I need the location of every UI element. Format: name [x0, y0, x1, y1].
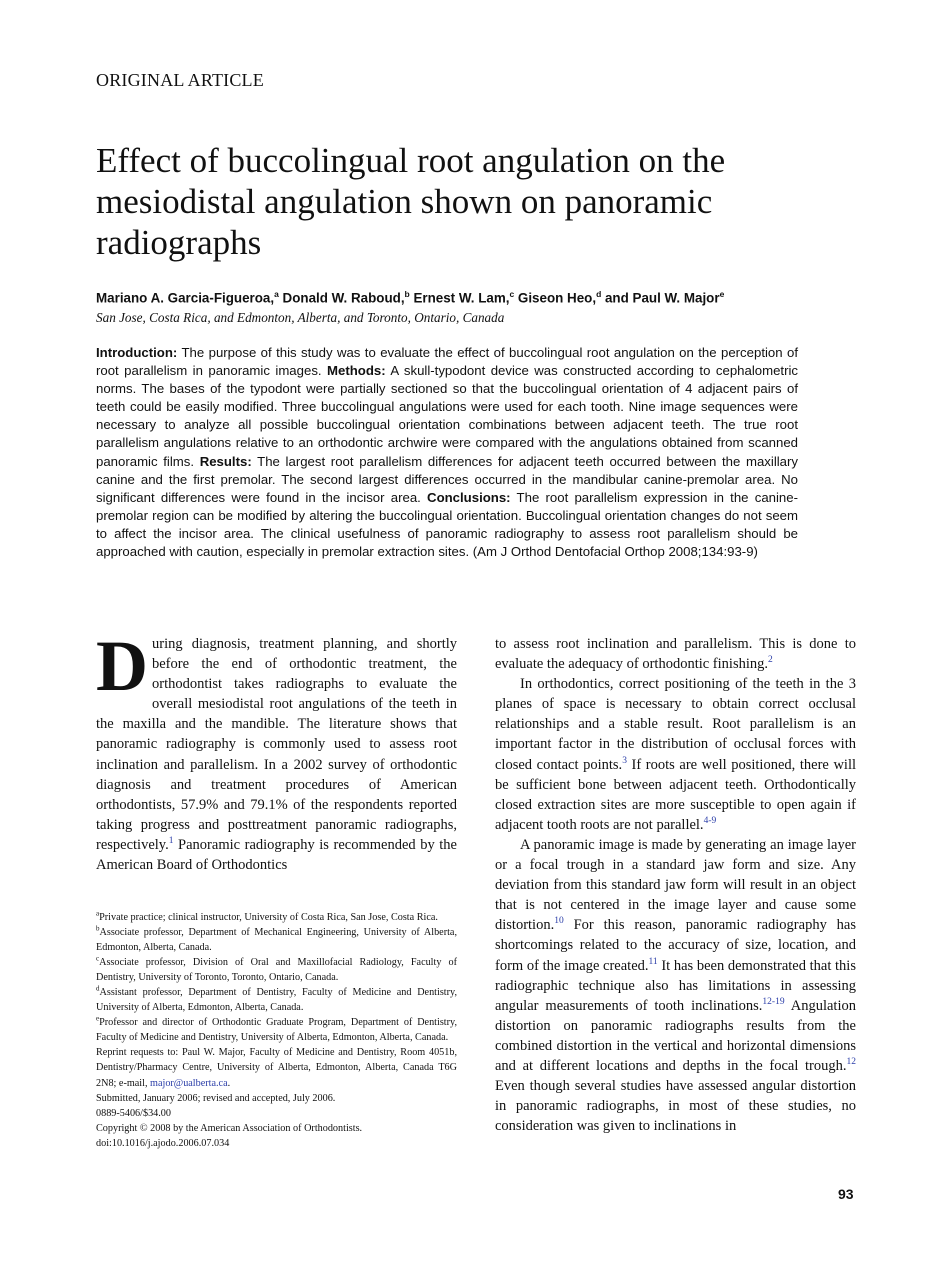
citation-link[interactable]: 3 [622, 755, 627, 766]
body-text: to assess root inclination and parallelism. This is done to evaluate the adequacy of orthodontic finishing. [495, 636, 856, 673]
article-title: Effect of buccolingual root angulation on the mesiodistal angulation shown on panoramic radiographs [96, 141, 726, 262]
footnote-b [96, 925, 457, 955]
body-text: uring diagnosis, treatment planning, and shortly before the end of orthodontic treatment, the orthodontist takes radiographs to evaluate the overall mesiodistal root angulations of the teeth in the maxilla and the mandible. The literature shows that panoramic radiography is commonly used to assess root inclination and parallelism. In a 2002 survey of orthodontic diagnosis and treatment procedures of American orthodontists, 57.9% and 79.1% of the respondents reported taking progress and posttreatment panoramic radiographs, respectively. [96, 636, 457, 853]
body-paragraph [495, 674, 856, 835]
footnote-text: Associate professor, Division of Oral and Maxillofacial Radiology, Faculty of Dentistry, University of Toronto, Toronto, Ontario, Canada. [96, 957, 457, 984]
footnote-mark: a [96, 909, 100, 918]
abstract-intro-text: The purpose of this study was to evaluate the effect of buccolingual root angulation on the perception of root parallelism in panoramic images. [96, 345, 798, 379]
body-text: In orthodontics, correct positioning of the teeth in the 3 planes of space is necessary to obtain correct occlusal relationships and a stable result. Root parallelism is an important factor in the distribution of occlusal forces with closed contact points. [495, 676, 856, 773]
doi: doi:10.1016/j.ajodo.2006.07.034 [96, 1137, 230, 1149]
body-column-right [495, 634, 856, 1136]
author-name: Ernest W. Lam, [409, 290, 510, 306]
drop-cap: D [96, 626, 148, 706]
footnote-text: Private practice; clinical instructor, University of Costa Rica, San Jose, Costa Rica. [99, 912, 438, 923]
author-mark: a [274, 289, 279, 299]
footnote-mark: e [96, 1014, 100, 1023]
abstract-results-label: Results: [199, 453, 252, 469]
citation-link[interactable]: 1 [168, 836, 174, 847]
abstract [96, 344, 798, 561]
body-text: Angulation distortion on panoramic radiographs results from the combined distortion in the vertical and horizontal dimensions and at different locations and depths in the focal trough. [495, 997, 856, 1074]
body-text: For this reason, panoramic radiography has shortcomings related to the accuracy of size, location, and form of the image created. [495, 917, 856, 974]
reprint-end: . [227, 1077, 231, 1089]
issn: 0889-5406/$34.00 [96, 1107, 171, 1119]
citation-link[interactable]: 4-9 [703, 816, 717, 827]
footnote-mark: b [96, 924, 100, 933]
footnote-mark: c [96, 954, 100, 963]
body-paragraph [495, 835, 856, 1136]
body-text: Panoramic radiography is recommended by the American Board of Orthodontics [96, 836, 457, 874]
author-name: and Paul W. Major [601, 290, 720, 306]
affiliation-line: San Jose, Costa Rica, and Edmonton, Alberta, and Toronto, Ontario, Canada [96, 310, 505, 325]
footnote-e [96, 1015, 457, 1045]
citation-link[interactable]: 11 [648, 956, 658, 967]
abstract-methods-text: A skull-typodont device was constructed according to cephalometric norms. The bases of the typodont were partially sectioned so that the buccolingual orientation of 4 adjacent pairs of teeth could be easily modified. Three buccolingual angulations were used for each tooth. Nine image sequences were necessary to analyze all possible buccolingual orientation combinations between adjacent teeth. The true root parallelism angulations relative to an orthodontic archwire were compared with the angulations obtained from scanned panoramic films. [96, 363, 798, 469]
abstract-methods-label: Methods: [327, 363, 386, 379]
body-text: It has been demonstrated that this radiographic technique also has limitations in assessing angular measurements of tooth inclinations. [495, 957, 856, 1014]
footnotes [96, 910, 457, 1151]
author-name: Donald W. Raboud, [278, 290, 405, 306]
section-label: ORIGINAL ARTICLE [96, 70, 264, 90]
page-number: 93 [838, 1186, 854, 1202]
abstract-intro-label: Introduction: [96, 345, 178, 360]
citation-link[interactable]: 10 [554, 916, 564, 927]
author-mark: c [509, 289, 515, 299]
footnote-a [96, 910, 457, 925]
footnote-text: Professor and director of Orthodontic Graduate Program, Department of Dentistry, Faculty of Medicine and Dentistry, University of Alberta, Edmonton, Alberta, Canada. [96, 1017, 457, 1044]
citation-link[interactable]: 12 [846, 1057, 856, 1068]
body-column-left [96, 626, 457, 875]
body-text: If roots are well positioned, there will be sufficient bone between adjacent teeth. Orthodontically closed extraction sites are more susceptible to open again if adjacent tooth roots are not parallel. [495, 756, 857, 833]
body-paragraph [96, 626, 457, 875]
reprint-request [96, 1045, 457, 1090]
footnote-mark: d [96, 984, 100, 993]
abstract-results-text: The largest root parallelism differences for adjacent teeth occurred between the maxillary canine and the first premolar. The second largest differences occurred in the mandibular canine-premolar area. No significant differences were found in the incisor area. [96, 453, 798, 505]
reprint-text: Reprint requests to: Paul W. Major, Faculty of Medicine and Dentistry, Room 4051b, Dentistry/Pharmacy Centre, University of Alberta, Edmonton, Alberta, Canada T6G 2N8; e-mail, [96, 1047, 457, 1089]
author-mark: b [404, 289, 410, 299]
email-link[interactable]: major@ualberta.ca [150, 1077, 228, 1089]
footnote-text: Associate professor, Department of Mechanical Engineering, University of Alberta, Edmonton, Alberta, Canada. [96, 927, 457, 954]
citation-link[interactable]: 2 [768, 655, 773, 666]
body-text: Even though several studies have assessed angular distortion in panoramic radiographs, in most of these studies, no consideration was given to inclinations in [495, 1078, 856, 1135]
author-mark: d [596, 289, 602, 299]
citation-link[interactable]: 12-19 [762, 996, 785, 1007]
copyright: Copyright © 2008 by the American Association of Orthodontists. [96, 1122, 363, 1134]
abstract-conclusions-label: Conclusions: [427, 489, 511, 505]
body-text: A panoramic image is made by generating an image layer or a focal trough in a standard jaw form and size. Any deviation from this standard jaw form will result in an object that is not centered in the image layer and cause some distortion. [495, 836, 856, 934]
author-name: Giseon Heo, [514, 290, 597, 306]
abstract-conclusions-text: The root parallelism expression in the canine-premolar region can be modified by altering the buccolingual orientation. Buccolingual orientation changes do not seem to affect the incisor area. The clinical usefulness of panoramic radiography to assess root parallelism should be approached with caution, especially in premolar extraction sites. (Am J Orthod Dentofacial Orthop 2008;134:93-9) [96, 489, 798, 560]
submission-dates: Submitted, January 2006; revised and accepted, July 2006. [96, 1092, 336, 1104]
footnote-c [96, 955, 457, 985]
footnote-text: Assistant professor, Department of Dentistry, Faculty of Medicine and Dentistry, University of Alberta, Edmonton, Alberta, Canada. [96, 987, 457, 1014]
author-mark: e [719, 289, 725, 299]
author-list [96, 289, 816, 305]
author-name: Mariano A. Garcia-Figueroa, [96, 290, 275, 306]
footnote-d [96, 985, 457, 1015]
body-paragraph [495, 634, 856, 674]
